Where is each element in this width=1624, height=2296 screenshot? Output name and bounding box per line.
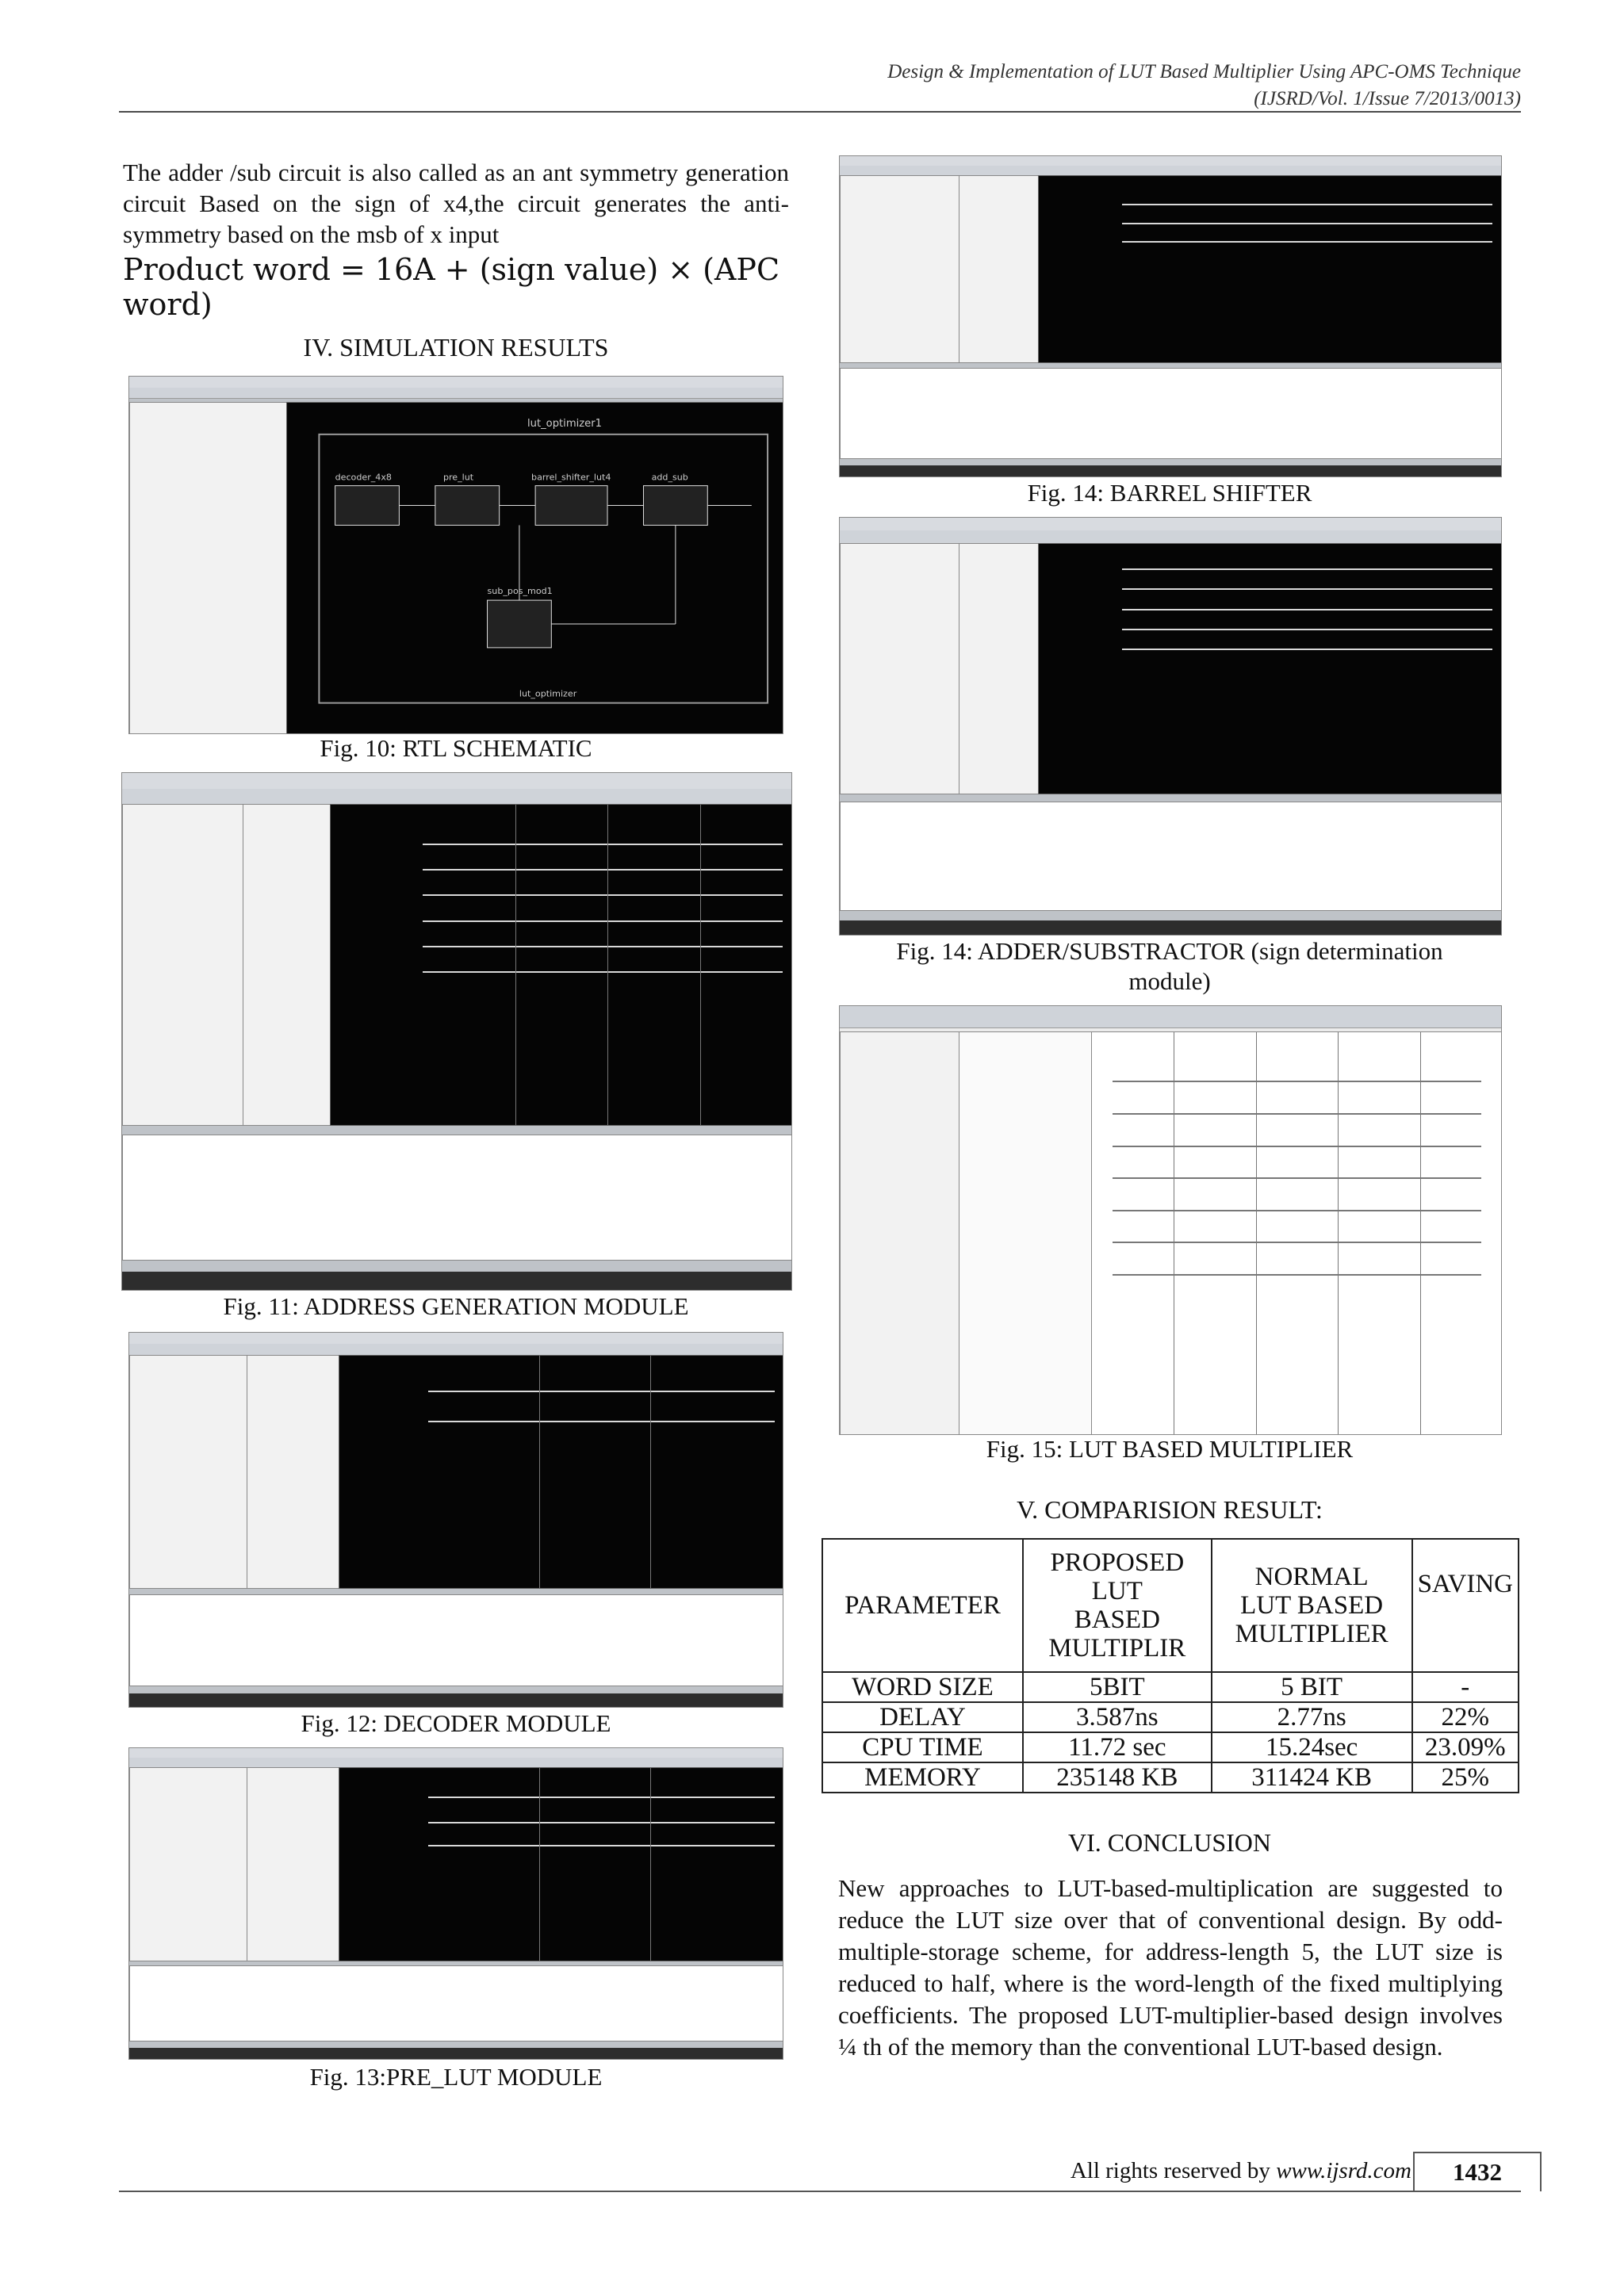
schematic-top-label: lut_optimizer1 [527, 417, 602, 430]
fig14-barrel-shifter-screenshot [839, 155, 1502, 477]
comparison-table-wrapper [822, 1538, 1519, 1793]
fig10-rtl-schematic-screenshot [128, 376, 783, 734]
fig11-address-generation-screenshot [121, 772, 792, 1291]
section-comparison-result: V. COMPARISION RESULT: [1017, 1495, 1323, 1524]
fig14-adder-caption-line2: module) [1128, 967, 1211, 995]
header-rule [119, 111, 1521, 113]
comparison-table [822, 1538, 1519, 1793]
fig14-barrel-shifter-caption: Fig. 14: BARREL SHIFTER [1027, 479, 1312, 507]
fig10-caption: Fig. 10: RTL SCHEMATIC [320, 734, 592, 762]
fig12-caption: Fig. 12: DECODER MODULE [301, 1709, 611, 1737]
footer-rights: All rights reserved by www.ijsrd.com [1070, 2158, 1411, 2183]
header-normal: NORMAL LUT BASED MULTIPLIER [1212, 1539, 1412, 1672]
header-saving: SAVING [1412, 1539, 1519, 1672]
fig15-lut-multiplier-screenshot [839, 1005, 1502, 1435]
fig13-caption: Fig. 13:PRE_LUT MODULE [309, 2063, 603, 2091]
fig14-adder-substractor-screenshot [839, 517, 1502, 936]
header-proposed: PROPOSED LUT BASED MULTIPLIR [1023, 1539, 1212, 1672]
fig12-decoder-screenshot [128, 1332, 783, 1708]
conclusion-paragraph: New approaches to LUT-based-multiplication are suggested to reduce the LUT size over that of conventional design. By odd-multiple-storage scheme, for address-length 5, the LUT size is reduced to half, where is the word-length of the fixed multiplying coefficients. The proposed LUT-multiplier-based design involves ¼ th of the memory than the conventional LUT-based design. [838, 1874, 1503, 2061]
fig14-adder-caption-line1: Fig. 14: ADDER/SUBSTRACTOR (sign determination [896, 937, 1443, 965]
svg-text:barrel_shifter_lut4: barrel_shifter_lut4 [530, 472, 611, 483]
section-simulation-results: IV. SIMULATION RESULTS [303, 333, 609, 362]
svg-text:decoder_4x8: decoder_4x8 [335, 472, 392, 483]
table-row: WORD SIZE 5BIT 5 BIT - [822, 1672, 1519, 1702]
svg-text:pre_lut: pre_lut [442, 472, 473, 483]
header-parameter: PARAMETER [822, 1539, 1023, 1672]
svg-text:sub_pos_mod1: sub_pos_mod1 [487, 585, 553, 596]
rtl-schematic-diagram [287, 403, 783, 735]
section-conclusion: VI. CONCLUSION [1068, 1828, 1271, 1857]
intro-paragraph: The adder /sub circuit is also called as an ant symmetry generation circuit Based on the sign of x4,the circuit generates the anti-symmetry based on the msb of x input [123, 159, 789, 248]
table-header-row [822, 1539, 1519, 1672]
fig15-caption: Fig. 15: LUT BASED MULTIPLIER [986, 1435, 1354, 1463]
table-row: MEMORY 235148 KB 311424 KB 25% [822, 1762, 1519, 1793]
table-row: CPU TIME 11.72 sec 15.24sec 23.09% [822, 1732, 1519, 1762]
running-header-issue: (IJSRD/Vol. 1/Issue 7/2013/0013) [1254, 88, 1521, 109]
fig13-pre-lut-screenshot [128, 1747, 783, 2060]
fig11-caption: Fig. 11: ADDRESS GENERATION MODULE [223, 1292, 689, 1320]
svg-text:add_sub: add_sub [651, 472, 688, 483]
page-number: 1432 [1413, 2152, 1542, 2191]
footer-rule [119, 2191, 1521, 2192]
product-word-equation: Product word = 16A + (sign value) × (APC word) [123, 252, 780, 322]
running-header-title: Design & Implementation of LUT Based Multiplier Using APC-OMS Technique [887, 61, 1521, 82]
svg-text:lut_optimizer: lut_optimizer [519, 688, 577, 699]
footer-site-link[interactable]: www.ijsrd.com [1276, 2158, 1411, 2183]
table-row: DELAY 3.587ns 2.77ns 22% [822, 1702, 1519, 1732]
